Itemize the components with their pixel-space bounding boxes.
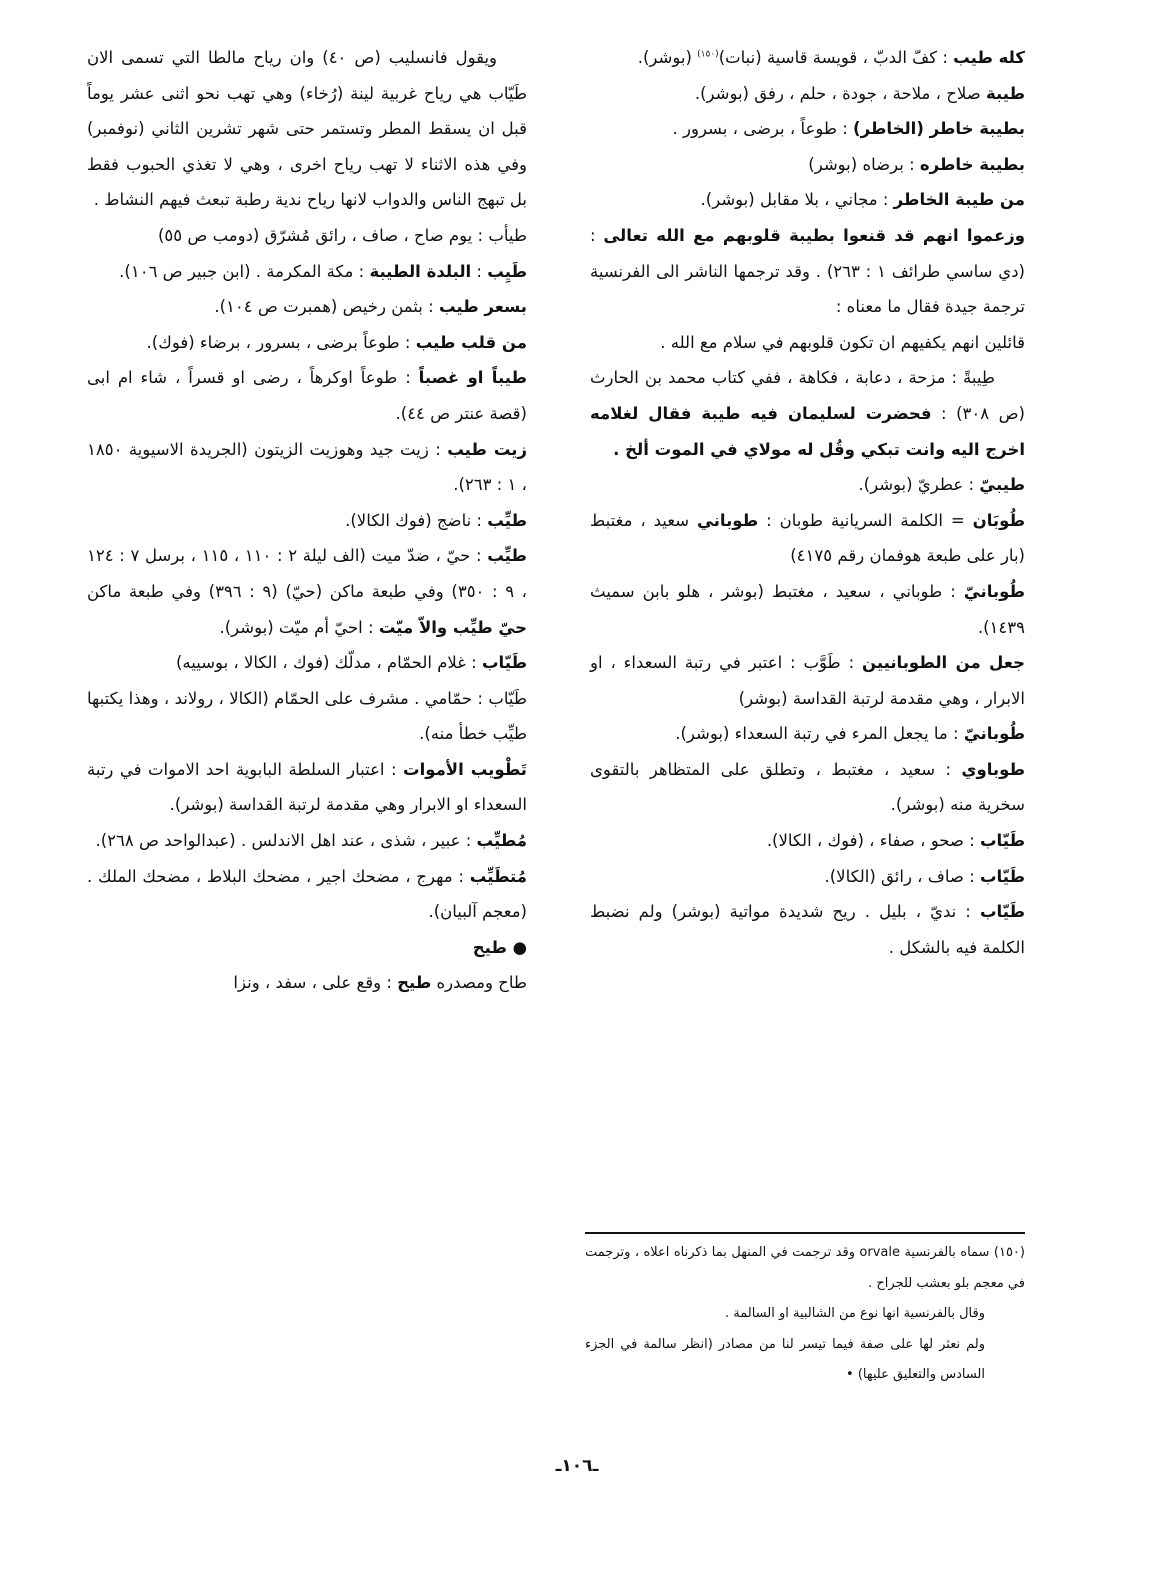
definition: : ما يجعل المرء في رتبة السعداء (بوشر). xyxy=(675,724,964,744)
definition: ويقول فانسليب (ص ٤٠) وان رياح مالطا التي تسمى الان طَيّاب هي رياح غربية لينة (رُخاء) وهي تهب نحو اثنى عشر يوماً قبل ان يسقط المطر وتستمر حتى شهر تشرين الثاني (نوفمبر) وفي هذه الاثناء لا تهب رياح اخرى ، وهي لا تغذي الحبوب فقط بل تبهج الناس والدواب لانها رياح ندية رطبة تبعث فيهم النشاط . xyxy=(87,48,527,210)
entry xyxy=(590,894,1025,965)
definition: قائلين انهم يكفيهم ان تكون قلوبهم في سلام مع الله . xyxy=(660,332,1025,352)
definition: : مجاني ، بلا مقابل (بوشر). xyxy=(700,190,894,210)
definition: : كفّ الدبّ ، قويسة قاسية (نبات) xyxy=(718,48,954,67)
definition-tail: : وقع على ، سفد ، ونزا xyxy=(233,973,398,993)
definition: : طوعاً برضى ، بسرور ، برضاء (فوك). xyxy=(146,332,416,352)
definition: : (دي ساسي طرائف ١ : ٢٦٣) . وقد ترجمها الناشر الى الفرنسية ترجمة جيدة فقال ما معناه : xyxy=(590,225,1025,317)
headword: طيِّب xyxy=(487,546,527,566)
definition: طيأب : يوم صاح ، صاف ، رائق مُشرّق (دومب ص ٥٥) xyxy=(157,225,527,245)
definition-tail: : احيّ أم ميّت (بوشر). xyxy=(219,617,379,637)
headword: طَيّاب xyxy=(481,653,527,673)
entry xyxy=(87,503,527,539)
footnote-continuation: وقال بالفرنسية انها نوع من الشالبية او السالمة . xyxy=(725,1306,985,1321)
definition: : غلام الحمّام ، مدلّك (فوك ، الكالا ، بوسييه) xyxy=(175,653,482,673)
headword: مُتطَيِّب xyxy=(469,866,527,886)
headword: طيبيّ xyxy=(979,475,1025,495)
right-column xyxy=(590,40,1025,965)
headword: من طيبة الخاطر xyxy=(893,190,1025,210)
entry xyxy=(590,574,1025,645)
entry xyxy=(590,111,1025,147)
headword: طَيّاب xyxy=(979,831,1025,851)
bold-term: طوباني xyxy=(697,510,759,530)
entry xyxy=(87,432,527,503)
entry xyxy=(87,289,527,325)
entry xyxy=(590,467,1025,503)
headword: طيِّب xyxy=(487,510,527,530)
headword: طوباوي xyxy=(961,759,1025,779)
entry xyxy=(590,76,1025,112)
bold-term: طيح xyxy=(397,973,432,993)
page-number: ـ١٠٦ـ xyxy=(555,1456,599,1476)
entry xyxy=(590,752,1025,823)
definition-tail: (بوشر). xyxy=(637,48,698,67)
footnotes xyxy=(585,1238,1025,1391)
left-column xyxy=(87,40,527,1001)
headword: مُطيِّب xyxy=(476,831,527,851)
headword: بطيبة خاطره xyxy=(919,154,1025,174)
definition: : صحو ، صفاء ، (فوك ، الكالا). xyxy=(766,831,980,851)
definition: طِيبةً : مزحة ، دعابة ، فكاهة ، ففي كتاب محمد بن الحارث (ص ٣٠٨) : xyxy=(590,368,1025,423)
definition: : عطريّ (بوشر). xyxy=(858,475,980,495)
headword: طَيّاب xyxy=(979,866,1025,886)
headword: طُوبَان xyxy=(972,510,1026,530)
headword: وزعموا انهم قد قنعوا بطيبة قلوبهم مع الله تعالى xyxy=(603,225,1025,245)
definition: : زيت جيد وهوزيت الزيتون (الجريدة الاسيوية ١٨٥٠ ، ١ : ٢٦٣). xyxy=(87,439,527,495)
definition: : صاف ، رائق (الكالا). xyxy=(824,866,980,886)
headword: بسعر طيب xyxy=(438,297,527,317)
entry xyxy=(590,503,1025,574)
definition: : نديّ ، بليل . ريح شديدة مواتية (بوشر) ولم نضبط الكلمة فيه بالشكل . xyxy=(590,902,1025,957)
entry xyxy=(87,859,527,930)
headword: طُوبانيّ xyxy=(963,581,1025,601)
headword: طُوبانيّ xyxy=(963,724,1025,744)
entry xyxy=(87,325,527,361)
definition: طاح ومصدره xyxy=(431,973,527,993)
footnote-continuation: ولم نعثر لها على صفة فيما تيسر لنا من مصادر (انظر سالمة في الجزء السادس والتعليق عليها) • xyxy=(585,1336,985,1382)
entry xyxy=(590,147,1025,183)
headword: جعل من الطوبانيين xyxy=(862,653,1025,673)
entry xyxy=(87,254,527,290)
headword: تَطْويب الأموات xyxy=(403,759,527,779)
entry xyxy=(590,218,1025,325)
entry xyxy=(87,538,527,645)
entry xyxy=(87,681,527,752)
definition: : عبير ، شذى ، عند اهل الاندلس . (عبدالواحد ص ٢٦٨). xyxy=(95,831,477,851)
headword: طيبة xyxy=(985,83,1025,103)
bold-term: حيّ طيِّب والاّ ميّت xyxy=(378,617,527,637)
entry xyxy=(87,360,527,431)
headword: طيباً او غصباً xyxy=(418,368,527,388)
definition: : طوعاً اوكرهاً ، رضى او قسراً ، شاء ام ابى (قصة عنتر ص ٤٤). xyxy=(87,368,527,423)
entry xyxy=(590,716,1025,752)
bold-quote: فحضرت لسليمان فيه طيبة فقال لغلامه اخرج اليه وانت تبكي وقُل له مولاي في الموت ألخ . xyxy=(590,403,1025,459)
definition: = الكلمة السريانية طوبان : xyxy=(758,510,973,530)
definition: : اعتبار السلطة البابوية احد الاموات في رتبة السعداء او الابرار وهي مقدمة لرتبة القداسة (بوشر). xyxy=(87,759,527,815)
headword: كله طيب xyxy=(953,48,1025,67)
definition: : طَوَّب : اعتبر في رتبة السعداء ، او الابرار ، وهي مقدمة لرتبة القداسة (بوشر) xyxy=(590,653,1025,708)
entry xyxy=(87,40,527,218)
definition: : xyxy=(471,261,488,281)
entry xyxy=(590,325,1025,361)
definition: : حيّ ، ضدّ ميت (الف ليلة ٢ : ١١٠ ، ١١٥ ، برسل ٧ : ١٢٤ ، ٩ : ٣٥٠) وفي طبعة ماكن (حيّ) (٩ : ٣٩٦) وفي طبعة ماكن xyxy=(87,546,527,601)
entry xyxy=(87,823,527,859)
entry xyxy=(87,752,527,823)
definition: : ناضج (فوك الكالا). xyxy=(345,510,488,530)
definition: طَيّاب : حمّامي . مشرف على الحمّام (الكالا ، رولاند ، وهذا يكتبها طيِّب خطأ منه). xyxy=(87,688,527,744)
headword: طَيّاب xyxy=(979,902,1025,922)
entry xyxy=(590,859,1025,895)
root-heading: ● طيح xyxy=(472,937,527,957)
headword: بطيبة خاطر (الخاطر) xyxy=(853,119,1025,139)
entry xyxy=(87,218,527,254)
footnote-ref: (١٥٠) xyxy=(697,49,719,60)
entry xyxy=(590,360,1025,467)
definition: : بثمن رخيص (همبرت ص ١٠٤). xyxy=(214,297,439,317)
footnote-divider xyxy=(585,1232,1025,1234)
section-heading xyxy=(87,930,527,966)
definition: : سعيد ، مغتبط ، وتطلق على المتظاهر بالتقوى سخرية منه (بوشر). xyxy=(590,759,1025,815)
definition-tail: سعيد ، مغتبط (بار على طبعة هوفمان رقم ٤١٧٥) xyxy=(590,510,1025,566)
entry xyxy=(87,645,527,681)
headword: طَيِب xyxy=(487,261,527,281)
definition: : برضاه (بوشر) xyxy=(808,154,920,174)
entry xyxy=(87,965,527,1001)
definition: : طوباني ، سعيد ، مغتبط (بوشر ، هلو بابن سميث ١٤٣٩). xyxy=(590,581,1025,637)
bold-term: البلدة الطيبة xyxy=(369,261,472,281)
entry xyxy=(590,182,1025,218)
definition: : طوعاً ، برضى ، بسرور . xyxy=(672,119,854,139)
definition: : مهرج ، مضحك اجير ، مضحك البلاط ، مضحك الملك . (معجم آلبيان). xyxy=(87,866,527,922)
headword: من قلب طيب xyxy=(415,332,527,352)
entry xyxy=(590,645,1025,716)
footnote: (١٥٠) سماه بالفرنسية orvale وقد ترجمت في المنهل بما ذكرناه اعلاه ، وترجمت في معجم بلو بعشب للجراح . xyxy=(585,1245,1025,1291)
entry xyxy=(590,40,1025,76)
definition-tail: : مكة المكرمة . (ابن جبير ص ١٠٦). xyxy=(119,261,370,281)
definition: صلاح ، ملاحة ، جودة ، حلم ، رفق (بوشر). xyxy=(694,83,986,103)
entry xyxy=(590,823,1025,859)
headword: زيت طيب xyxy=(447,439,527,459)
